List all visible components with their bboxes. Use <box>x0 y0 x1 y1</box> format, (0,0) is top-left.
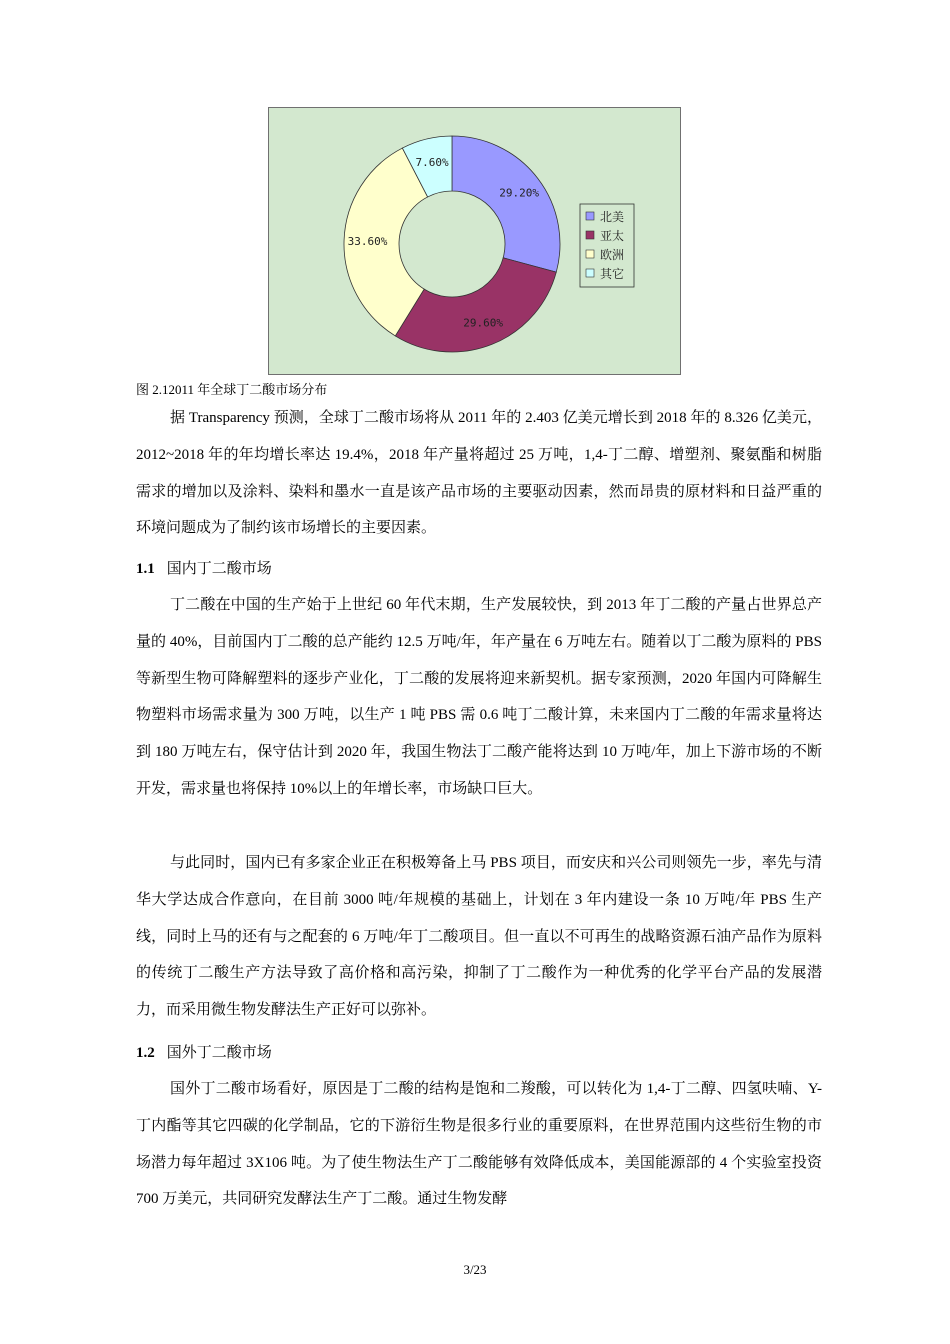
legend-label-3: 欧洲 <box>600 248 625 262</box>
pie-slice-label-2: 29.60% <box>463 316 503 330</box>
legend-label-2: 亚太 <box>600 229 625 243</box>
legend-label-1: 北美 <box>600 210 625 224</box>
pie-slice-1 <box>452 136 560 272</box>
legend-swatch-3 <box>586 250 594 258</box>
section-heading-1-2 <box>136 1043 272 1063</box>
section-number: 1.2 <box>136 1045 155 1061</box>
paragraph-1: 据 Transparency 预测，全球丁二酸市场将从 2011 年的 2.403 亿美元增长到 2018 年的 8.326 亿美元，2012~2018 年的年均增长率达 19.4%，2018 年产量将超过 25 万吨，1,4-丁二醇、增塑剂、聚氨酯和树脂需求的增加以及涂料、染料和墨水一直是该产品市场的主要驱动因素，然而昂贵的原材料和日益严重的环境问题成为了制约该市场增长的主要因素。 <box>136 410 822 537</box>
chart-legend <box>580 204 634 287</box>
paragraph-3: 与此同时，国内已有多家企业正在积极筹备上马 PBS 项目，而安庆和兴公司则领先一步，率先与清华大学达成合作意向，在目前 3000 吨/年规模的基础上，计划在 3 年内建设一条 10 万吨/年 PBS 生产线，同时上马的还有与之配套的 6 万吨/年丁二酸项目。但一直以不可再生的战略资源石油产品作为原料的传统丁二酸生产方法导致了高价格和高污染，抑制了丁二酸作为一种优秀的化学平台产品的发展潜力，而采用微生物发酵法生产正好可以弥补。 <box>136 855 822 1019</box>
figure-caption: 图 2.12011 年全球丁二酸市场分布 <box>136 382 328 397</box>
pie-slice-label-3: 33.60% <box>347 234 388 248</box>
pie-slice-2 <box>395 258 556 352</box>
legend-swatch-2 <box>586 231 594 239</box>
legend-label-4: 其它 <box>600 267 625 281</box>
legend-swatch-1 <box>586 212 594 220</box>
section-title: 国外丁二酸市场 <box>166 1045 272 1061</box>
legend-swatch-4 <box>586 269 594 277</box>
section-title: 国内丁二酸市场 <box>166 561 272 577</box>
page-number: 3/23 <box>463 1262 487 1277</box>
section-heading-1-1 <box>136 559 272 579</box>
paragraph-2: 丁二酸在中国的生产始于上世纪 60 年代末期，生产发展较快，到 2013 年丁二酸的产量占世界总产量的 40%，目前国内丁二酸的总产能约 12.5 万吨/年，年产量在 6 万吨左右。随着以丁二酸为原料的 PBS 等新型生物可降解塑料的逐步产业化，丁二酸的发展将迎来新契机。据专家预测，2020 年国内可降解生物塑料市场需求量为 300 万吨，以生产 1 吨 PBS 需 0.6 吨丁二酸计算，未来国内丁二酸的年需求量将达到 180 万吨左右，保守估计到 2020 年，我国生物法丁二酸产能将达到 10 万吨/年，加上下游市场的不断开发，需求量也将保持 10%以上的年增长率，市场缺口巨大。 <box>136 597 822 797</box>
paragraph-4: 国外丁二酸市场看好，原因是丁二酸的结构是饱和二羧酸，可以转化为 1,4-丁二醇、四氢呋喃、Y-丁内酯等其它四碳的化学制品，它的下游衍生物是很多行业的重要原料，在世界范围内这些衍生物的市场潜力每年超过 3X106 吨。为了使生物法生产丁二酸能够有效降低成本，美国能源部的 4 个实验室投资 700 万美元，共同研究发酵法生产丁二酸。通过生物发酵 <box>136 1081 822 1208</box>
pie-chart-svg <box>269 108 682 376</box>
pie-slice-label-1: 29.20% <box>499 186 539 200</box>
pie-slice-label-4: 7.60% <box>415 155 449 169</box>
pie-chart <box>268 107 681 375</box>
section-number: 1.1 <box>136 561 155 577</box>
